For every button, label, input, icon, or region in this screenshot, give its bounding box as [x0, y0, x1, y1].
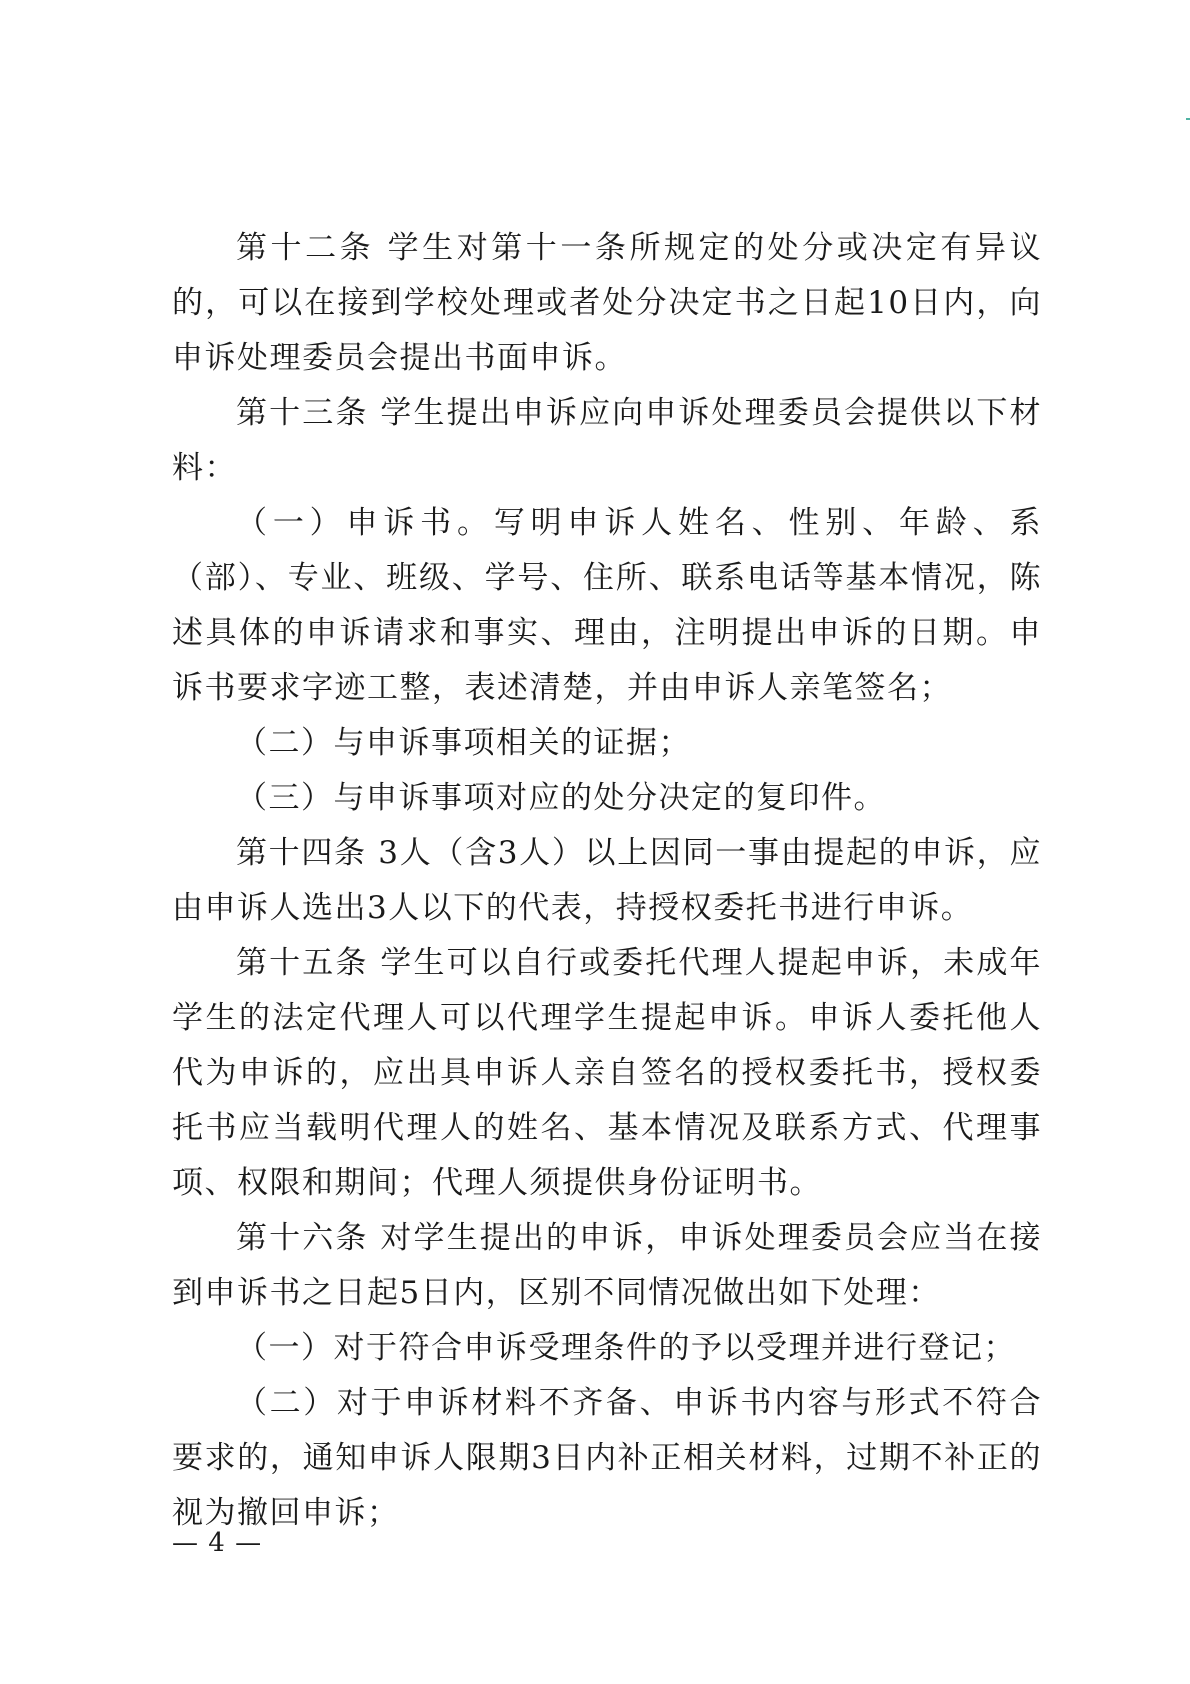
paragraph-item-1-appeal-letter: （一）申诉书。写明申诉人姓名、性别、年龄、系（部）、专业、班级、学号、住所、联系电话等基本情况，陈述具体的申诉请求和事实、理由，注明提出申诉的日期。申诉书要求字迹工整，表述清楚，并由申诉人亲笔签名； — [172, 505, 1042, 706]
paragraph-item-3-copy: （三）与申诉事项对应的处分决定的复印件。 — [236, 780, 886, 816]
page-number: — 4 — — [172, 1528, 263, 1558]
paragraph-item-2-supplement: （二）对于申诉材料不齐备、申诉书内容与形式不符合要求的，通知申诉人限期3日内补正相关材料，过期不补正的视为撤回申诉； — [172, 1385, 1042, 1531]
paragraph-article-12: 第十二条 学生对第十一条所规定的处分或决定有异议的，可以在接到学校处理或者处分决定书之日起10日内，向申诉处理委员会提出书面申诉。 — [172, 230, 1042, 376]
paragraph-item-1-register: （一）对于符合申诉受理条件的予以受理并进行登记； — [236, 1330, 1016, 1366]
scan-edge-mark — [1186, 118, 1190, 120]
paragraph-article-15: 第十五条 学生可以自行或委托代理人提起申诉，未成年学生的法定代理人可以代理学生提起申诉。申诉人委托他人代为申诉的，应出具申诉人亲自签名的授权委托书，授权委托书应当载明代理人的姓名、基本情况及联系方式、代理事项、权限和期间；代理人须提供身份证明书。 — [172, 945, 1042, 1201]
paragraph-article-14: 第十四条 3人（含3人）以上因同一事由提起的申诉，应由申诉人选出3人以下的代表，持授权委托书进行申诉。 — [172, 835, 1042, 926]
paragraph-article-16: 第十六条 对学生提出的申诉，申诉处理委员会应当在接到申诉书之日起5日内，区别不同情况做出如下处理： — [172, 1220, 1042, 1311]
document-body — [172, 221, 1042, 1541]
paragraph-article-13: 第十三条 学生提出申诉应向申诉处理委员会提供以下材料： — [172, 395, 1042, 486]
paragraph-item-2-evidence: （二）与申诉事项相关的证据； — [236, 725, 691, 761]
